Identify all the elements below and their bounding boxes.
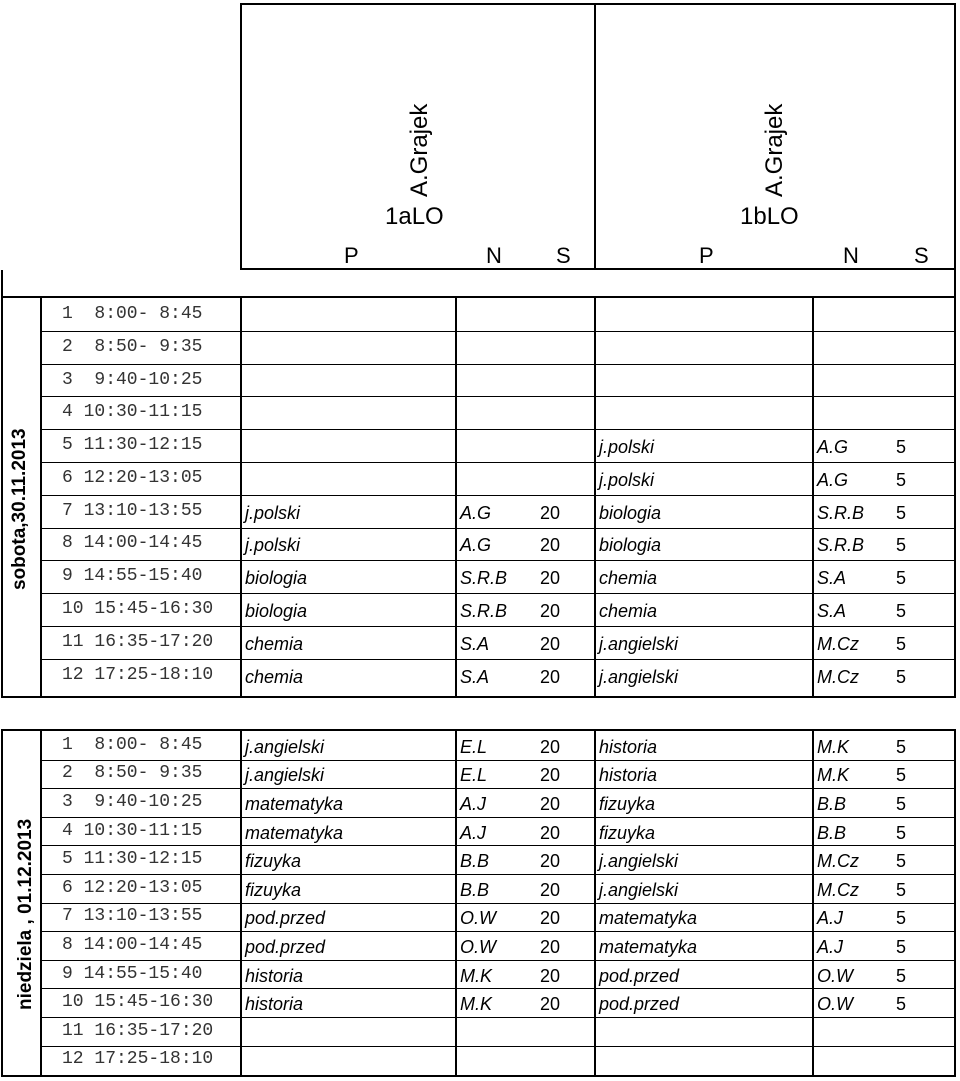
teacher-1alo: E.L: [460, 765, 488, 785]
subject-1blo: j.angielski: [599, 667, 679, 687]
student-count-1blo: 5: [896, 601, 907, 621]
teacher-1alo: M.K: [460, 966, 493, 986]
teacher-1alo: O.W: [460, 908, 496, 928]
time-slot: 1 8:00- 8:45: [62, 735, 203, 755]
teacher-1blo: O.W: [817, 994, 853, 1014]
time-slot: 4 10:30-11:15: [62, 402, 203, 422]
subject-1blo: j.polski: [599, 437, 655, 457]
teacher-1alo: B.B: [460, 851, 490, 871]
class-name-1alo: 1aLO: [385, 203, 444, 230]
row-divider: [40, 396, 956, 397]
subject-1blo: historia: [599, 765, 658, 785]
subject-1alo: fizuyka: [245, 851, 302, 871]
teacher-1blo: O.W: [817, 966, 853, 986]
teacher-1alo: E.L: [460, 737, 488, 757]
subject-1alo: chemia: [245, 634, 304, 654]
teacher-1blo: M.Cz: [817, 634, 859, 654]
time-slot: 9 14:55-15:40: [62, 964, 203, 984]
teacher-1blo: S.R.B: [817, 535, 865, 555]
student-count-1alo: 20: [540, 994, 561, 1014]
time-slot: 2 8:50- 9:35: [62, 337, 203, 357]
row-divider: [40, 528, 956, 529]
col-header-n: N: [486, 243, 502, 268]
time-slot: 11 16:35-17:20: [62, 1021, 214, 1041]
subject-1blo: chemia: [599, 568, 658, 588]
col-header-p: P: [699, 243, 714, 268]
teacher-1blo: S.A: [817, 568, 847, 588]
student-count-1alo: 20: [540, 908, 561, 928]
subject-1blo: pod.przed: [599, 966, 680, 986]
student-count-1blo: 5: [896, 851, 907, 871]
student-count-1blo: 5: [896, 994, 907, 1014]
student-count-1alo: 20: [540, 794, 561, 814]
subject-1alo: j.polski: [245, 503, 301, 523]
time-slot: 1 8:00- 8:45: [62, 304, 203, 324]
subject-1alo: biologia: [245, 601, 308, 621]
student-count-1blo: 5: [896, 823, 907, 843]
student-count-1alo: 20: [540, 823, 561, 843]
row-divider: [40, 593, 956, 594]
subject-1alo: biologia: [245, 568, 308, 588]
subject-1alo: historia: [245, 994, 304, 1014]
time-slot: 12 17:25-18:10: [62, 665, 214, 685]
row-divider: [40, 462, 956, 463]
header-table: [240, 3, 956, 270]
teacher-1blo: M.K: [817, 737, 850, 757]
teacher-1blo: A.J: [817, 937, 844, 957]
student-count-1alo: 20: [540, 535, 561, 555]
student-count-1blo: 5: [896, 470, 907, 490]
teacher-1blo: B.B: [817, 823, 847, 843]
row-divider: [40, 1046, 956, 1047]
teacher-1alo: S.R.B: [460, 601, 508, 621]
teacher-1blo: B.B: [817, 794, 847, 814]
row-divider: [40, 903, 956, 904]
student-count-1blo: 5: [896, 966, 907, 986]
student-count-1blo: 5: [896, 437, 907, 457]
teacher-1blo: M.K: [817, 765, 850, 785]
class-name-1blo: 1bLO: [740, 203, 799, 230]
time-slot: 5 11:30-12:15: [62, 435, 203, 455]
row-divider: [40, 760, 956, 761]
student-count-1blo: 5: [896, 568, 907, 588]
time-slot: 12 17:25-18:10: [62, 1049, 214, 1069]
subject-1blo: chemia: [599, 601, 658, 621]
subject-1alo: j.angielski: [245, 765, 325, 785]
student-count-1alo: 20: [540, 937, 561, 957]
time-slot: 5 11:30-12:15: [62, 849, 203, 869]
student-count-1alo: 20: [540, 503, 561, 523]
row-divider: [40, 1017, 956, 1018]
col-header-s: S: [914, 243, 929, 268]
student-count-1blo: 5: [896, 794, 907, 814]
time-slot: 3 9:40-10:25: [62, 792, 203, 812]
student-count-1blo: 5: [896, 937, 907, 957]
subject-1blo: biologia: [599, 503, 662, 523]
time-slot: 2 8:50- 9:35: [62, 763, 203, 783]
row-divider: [40, 560, 956, 561]
student-count-1blo: 5: [896, 908, 907, 928]
teacher-1alo: B.B: [460, 880, 490, 900]
subject-1alo: pod.przed: [245, 937, 326, 957]
row-divider: [40, 845, 956, 846]
teacher-1alo: A.J: [460, 823, 487, 843]
time-slot: 4 10:30-11:15: [62, 821, 203, 841]
subject-1alo: historia: [245, 966, 304, 986]
student-count-1alo: 20: [540, 765, 561, 785]
subject-1blo: j.polski: [599, 470, 655, 490]
row-divider: [40, 988, 956, 989]
time-slot: 6 12:20-13:05: [62, 468, 203, 488]
time-slot: 8 14:00-14:45: [62, 533, 203, 553]
col-header-p: P: [344, 243, 359, 268]
subject-1blo: biologia: [599, 535, 662, 555]
teacher-1alo: A.G: [460, 503, 492, 523]
col-header-n: N: [843, 243, 859, 268]
subject-1alo: chemia: [245, 667, 304, 687]
subject-1blo: matematyka: [599, 937, 698, 957]
teacher-1blo: A.G: [817, 437, 849, 457]
spacer-row: [1, 270, 956, 298]
subject-1alo: fizuyka: [245, 880, 302, 900]
col-header-s: S: [556, 243, 571, 268]
header-divider: [594, 3, 596, 270]
row-divider: [40, 429, 956, 430]
subject-1blo: fizuyka: [599, 794, 656, 814]
day-label-sunday: niedziela , 01.12.2013: [15, 818, 36, 1010]
teacher-1alo: A.J: [460, 794, 487, 814]
subject-1alo: matematyka: [245, 823, 344, 843]
teacher-1alo: S.A: [460, 667, 490, 687]
row-divider: [40, 331, 956, 332]
teacher-1blo: A.G: [817, 470, 849, 490]
teacher-1alo: A.G: [460, 535, 492, 555]
teacher-1blo: M.Cz: [817, 851, 859, 871]
student-count-1alo: 20: [540, 568, 561, 588]
time-slot: 10 15:45-16:30: [62, 599, 214, 619]
student-count-1blo: 5: [896, 880, 907, 900]
row-divider: [40, 874, 956, 875]
subject-1blo: pod.przed: [599, 994, 680, 1014]
row-divider: [40, 364, 956, 365]
student-count-1blo: 5: [896, 667, 907, 687]
student-count-1alo: 20: [540, 737, 561, 757]
subject-1blo: fizuyka: [599, 823, 656, 843]
student-count-1blo: 5: [896, 503, 907, 523]
subject-1alo: pod.przed: [245, 908, 326, 928]
student-count-1alo: 20: [540, 851, 561, 871]
row-divider: [40, 960, 956, 961]
student-count-1blo: 5: [896, 634, 907, 654]
time-slot: 6 12:20-13:05: [62, 878, 203, 898]
row-divider: [40, 659, 956, 660]
teacher-1blo: A.J: [817, 908, 844, 928]
subject-1blo: historia: [599, 737, 658, 757]
student-count-1alo: 20: [540, 667, 561, 687]
time-slot: 8 14:00-14:45: [62, 935, 203, 955]
student-count-1alo: 20: [540, 880, 561, 900]
student-count-1alo: 20: [540, 601, 561, 621]
teacher-1alo: O.W: [460, 937, 496, 957]
student-count-1blo: 5: [896, 765, 907, 785]
row-divider: [40, 626, 956, 627]
subject-1alo: j.polski: [245, 535, 301, 555]
teacher-1blo: M.Cz: [817, 667, 859, 687]
row-divider: [40, 931, 956, 932]
subject-1blo: j.angielski: [599, 880, 679, 900]
row-divider: [40, 495, 956, 496]
time-slot: 9 14:55-15:40: [62, 566, 203, 586]
time-slot: 3 9:40-10:25: [62, 370, 203, 390]
teacher-1blo: S.R.B: [817, 503, 865, 523]
time-slot: 10 15:45-16:30: [62, 992, 214, 1012]
teacher-1alo: S.R.B: [460, 568, 508, 588]
student-count-1alo: 20: [540, 634, 561, 654]
student-count-1blo: 5: [896, 535, 907, 555]
subject-1alo: j.angielski: [245, 737, 325, 757]
subject-1blo: matematyka: [599, 908, 698, 928]
subject-1blo: j.angielski: [599, 851, 679, 871]
teacher-name-1blo: A.Grajek: [761, 103, 788, 197]
time-slot: 7 13:10-13:55: [62, 906, 203, 926]
time-slot: 7 13:10-13:55: [62, 501, 203, 521]
time-slot: 11 16:35-17:20: [62, 632, 214, 652]
subject-1blo: j.angielski: [599, 634, 679, 654]
row-divider: [40, 817, 956, 818]
student-count-1alo: 20: [540, 966, 561, 986]
teacher-name-1alo: A.Grajek: [406, 103, 433, 197]
teacher-1alo: M.K: [460, 994, 493, 1014]
teacher-1blo: S.A: [817, 601, 847, 621]
teacher-1blo: M.Cz: [817, 880, 859, 900]
teacher-1alo: S.A: [460, 634, 490, 654]
subject-1alo: matematyka: [245, 794, 344, 814]
day-label-saturday: sobota,30.11.2013: [9, 428, 30, 590]
row-divider: [40, 788, 956, 789]
student-count-1blo: 5: [896, 737, 907, 757]
